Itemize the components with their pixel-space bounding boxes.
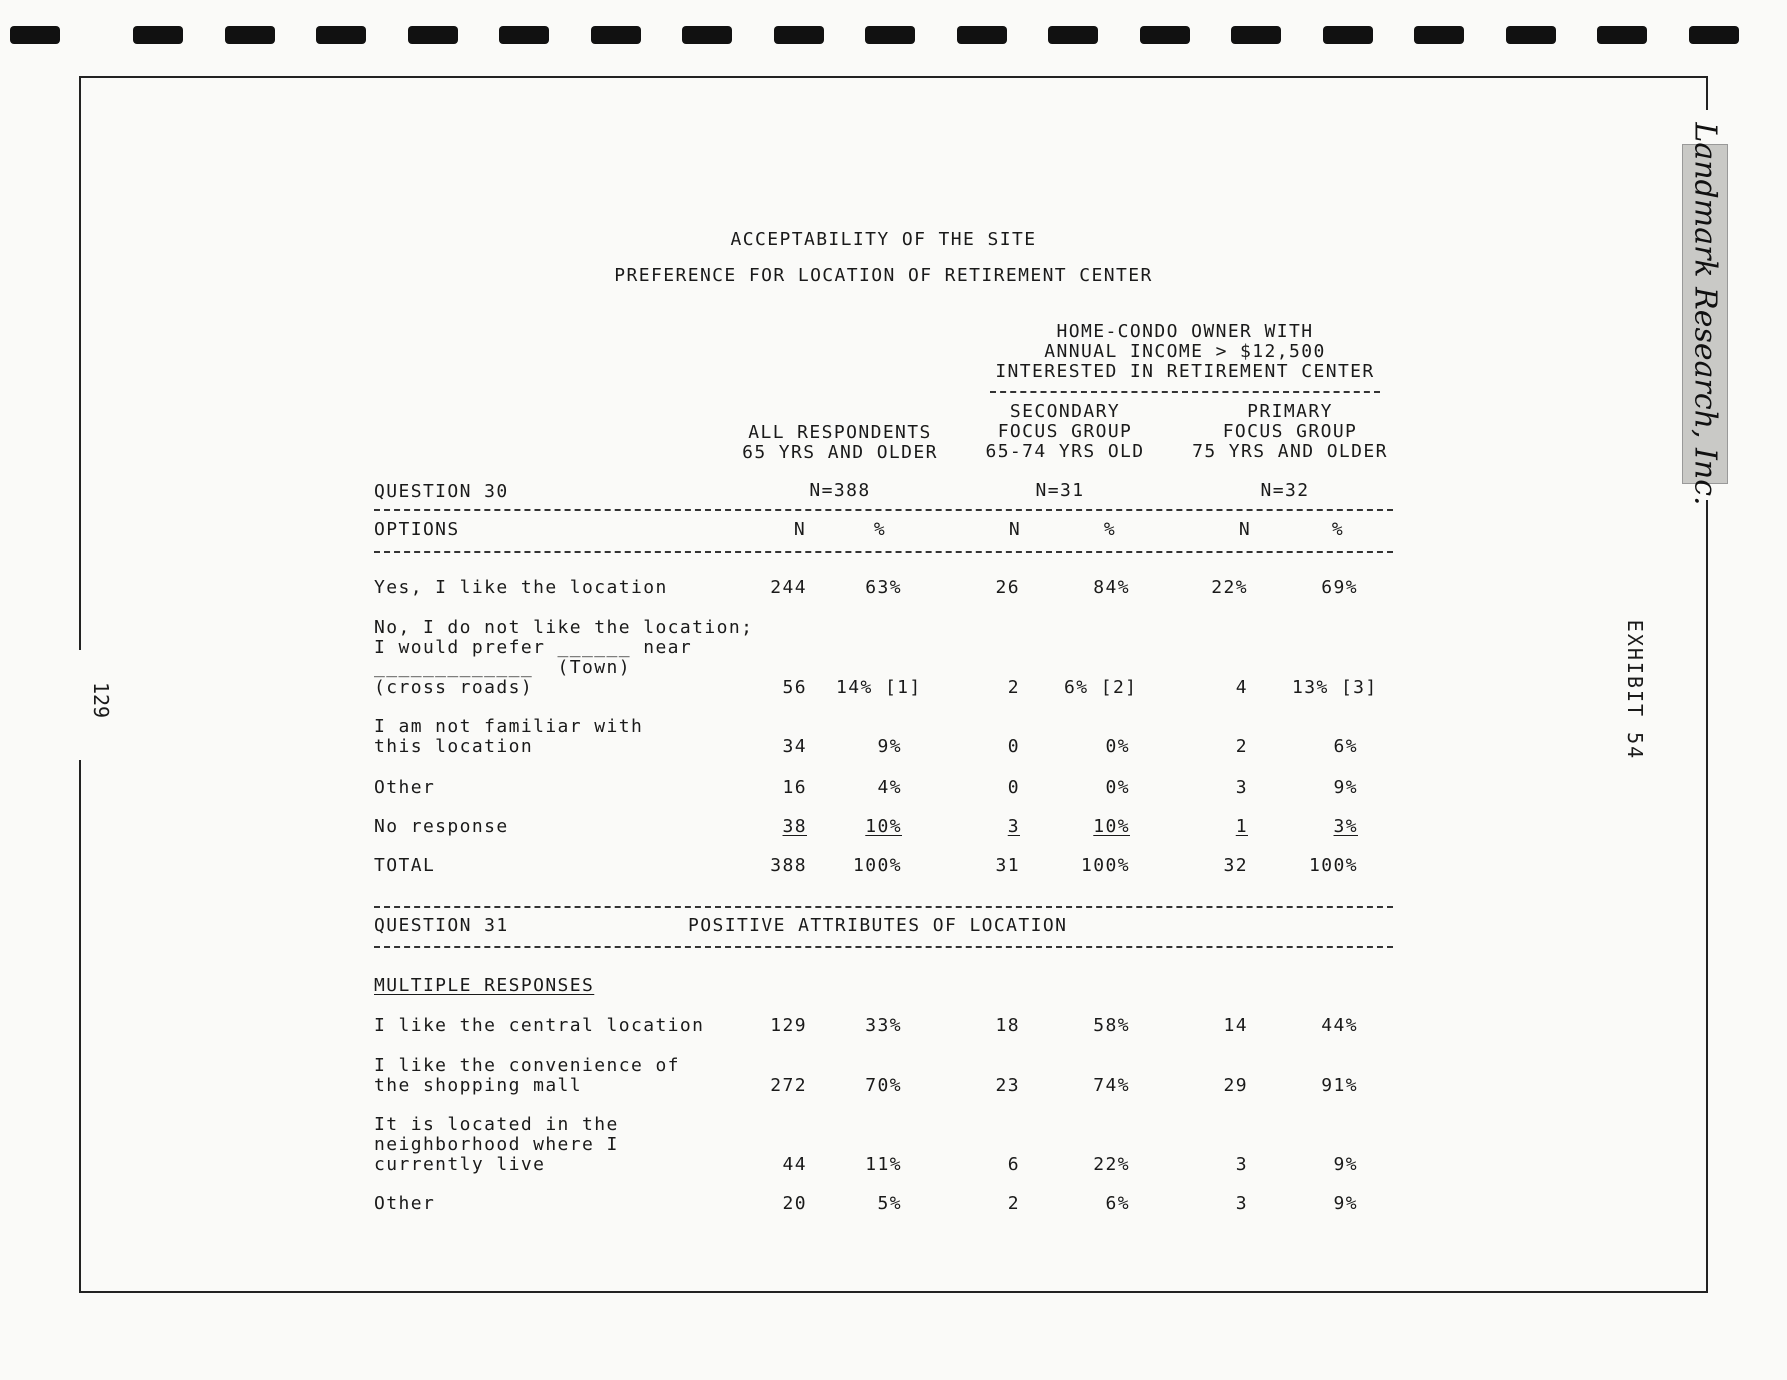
page-number-text: 129 (89, 681, 113, 719)
table-cell: 11% (865, 1154, 902, 1175)
perforation-hole (682, 26, 732, 44)
table-cell: 34 (782, 736, 807, 757)
group-header-rule (990, 391, 1380, 393)
table-cell: 4 (1235, 677, 1248, 698)
perforation-hole (10, 26, 60, 44)
row-label: Other (374, 1193, 436, 1214)
table-cell: 70% (865, 1075, 902, 1096)
table-cell: 5% (877, 1193, 902, 1214)
row-label: No response (374, 816, 509, 837)
table-rule (374, 946, 1393, 948)
perforation-hole (1597, 26, 1647, 44)
row-label: this location (374, 736, 534, 757)
table-cell: 56 (782, 677, 807, 698)
perforation-hole (316, 26, 366, 44)
col3-pct-label: % (1331, 519, 1345, 540)
perforation-hole (591, 26, 641, 44)
perforation-hole (774, 26, 824, 44)
row-label: _____________ (Town) (374, 657, 631, 678)
perforation-hole (865, 26, 915, 44)
exhibit-label (1620, 610, 1650, 770)
company-logo (1682, 122, 1728, 506)
perforation-hole (1231, 26, 1281, 44)
row-label: Yes, I like the location (374, 577, 668, 598)
table-cell: 3 (1235, 777, 1248, 798)
row-label: the shopping mall (374, 1075, 583, 1096)
table-cell: 10% (865, 816, 902, 837)
table-cell: 100% (853, 855, 902, 876)
perforation-hole (1689, 26, 1739, 44)
table-cell: 14 (1223, 1015, 1248, 1036)
table-cell: 44% (1321, 1015, 1358, 1036)
table-cell: 14% [1] (836, 677, 922, 698)
perforation-hole (225, 26, 275, 44)
perforation-hole (1414, 26, 1464, 44)
table-rule (374, 551, 1393, 553)
col1-n-total: N=388 (809, 480, 871, 501)
page-number (86, 670, 116, 730)
table-cell: 84% (1093, 577, 1130, 598)
col3-n-label: N (1238, 519, 1252, 540)
question-31-label: QUESTION 31 (374, 915, 509, 936)
perforation-hole (957, 26, 1007, 44)
col1-n-label: N (793, 519, 807, 540)
perforation-hole (1140, 26, 1190, 44)
table-cell: 29 (1223, 1075, 1248, 1096)
table-cell: 74% (1093, 1075, 1130, 1096)
table-cell: 2 (1235, 736, 1248, 757)
table-cell: 26 (995, 577, 1020, 598)
perforation-hole (1506, 26, 1556, 44)
col3-header-line-3: 75 YRS AND OLDER (1192, 441, 1388, 462)
perforation-hole (408, 26, 458, 44)
row-label: currently live (374, 1154, 546, 1175)
row-label: Other (374, 777, 436, 798)
table-cell: 22% (1211, 577, 1248, 598)
table-cell: 3 (1235, 1154, 1248, 1175)
table-cell: 44 (782, 1154, 807, 1175)
table-cell: 0 (1007, 736, 1020, 757)
table-cell: 0% (1105, 777, 1130, 798)
group-header-line-2: ANNUAL INCOME > $12,500 (1044, 341, 1326, 362)
col1-header-line-1: ALL RESPONDENTS (748, 422, 932, 443)
row-label: TOTAL (374, 855, 436, 876)
table-cell: 388 (770, 855, 807, 876)
table-cell: 6% (1333, 736, 1358, 757)
perforation-hole (1048, 26, 1098, 44)
table-cell: 33% (865, 1015, 902, 1036)
row-label: I am not familiar with (374, 716, 644, 737)
col1-pct-label: % (873, 519, 887, 540)
table-cell: 4% (877, 777, 902, 798)
perforation-hole (1323, 26, 1373, 44)
page-title: ACCEPTABILITY OF THE SITE (730, 229, 1037, 250)
perforation-hole (499, 26, 549, 44)
table-cell: 2 (1007, 677, 1020, 698)
group-header-line-1: HOME-CONDO OWNER WITH (1056, 321, 1314, 342)
table-cell: 58% (1093, 1015, 1130, 1036)
col2-pct-label: % (1103, 519, 1117, 540)
table-cell: 3% (1333, 816, 1358, 837)
col2-header-line-3: 65-74 YRS OLD (985, 441, 1145, 462)
group-header-line-3: INTERESTED IN RETIREMENT CENTER (995, 361, 1375, 382)
table-cell: 9% (1333, 1154, 1358, 1175)
table-cell: 32 (1223, 855, 1248, 876)
exhibit-text: EXHIBIT 54 (1623, 619, 1647, 761)
page-subtitle: PREFERENCE FOR LOCATION OF RETIREMENT CENTER (614, 265, 1153, 286)
table-cell: 6% (1105, 1193, 1130, 1214)
question-31-heading: POSITIVE ATTRIBUTES OF LOCATION (688, 915, 1068, 936)
table-cell: 1 (1235, 816, 1248, 837)
table-cell: 18 (995, 1015, 1020, 1036)
logo-text: Landmark Research, Inc. (1687, 122, 1723, 506)
question-30-label: QUESTION 30 (374, 481, 509, 502)
frame-gap-left (75, 650, 85, 760)
table-cell: 38 (782, 816, 807, 837)
row-label: I like the convenience of (374, 1055, 680, 1076)
col2-header-line-2: FOCUS GROUP (997, 421, 1133, 442)
table-cell: 6 (1007, 1154, 1020, 1175)
table-cell: 9% (1333, 1193, 1358, 1214)
table-cell: 3 (1235, 1193, 1248, 1214)
table-cell: 100% (1309, 855, 1358, 876)
table-cell: 20 (782, 1193, 807, 1214)
table-cell: 22% (1093, 1154, 1130, 1175)
multiple-responses-heading: MULTIPLE RESPONSES (374, 975, 595, 996)
table-rule (374, 509, 1393, 511)
options-label: OPTIONS (374, 519, 460, 540)
table-cell: 100% (1081, 855, 1130, 876)
table-cell: 0 (1007, 777, 1020, 798)
table-cell: 9% (877, 736, 902, 757)
col1-header-line-2: 65 YRS AND OLDER (742, 442, 938, 463)
col3-n-total: N=32 (1260, 480, 1310, 501)
table-cell: 16 (782, 777, 807, 798)
row-label: It is located in the (374, 1114, 619, 1135)
col2-n-label: N (1008, 519, 1022, 540)
table-cell: 10% (1093, 816, 1130, 837)
row-label: I like the central location (374, 1015, 705, 1036)
col3-header-line-2: FOCUS GROUP (1222, 421, 1358, 442)
table-cell: 244 (770, 577, 807, 598)
table-cell: 6% [2] (1064, 677, 1138, 698)
col3-header-line-1: PRIMARY (1247, 401, 1333, 422)
table-cell: 9% (1333, 777, 1358, 798)
table-rule (374, 906, 1393, 908)
table-cell: 31 (995, 855, 1020, 876)
table-cell: 23 (995, 1075, 1020, 1096)
table-cell: 0% (1105, 736, 1130, 757)
table-cell: 3 (1007, 816, 1020, 837)
table-cell: 129 (770, 1015, 807, 1036)
table-cell: 272 (770, 1075, 807, 1096)
row-label: I would prefer ______ near (374, 637, 693, 658)
col2-header-line-1: SECONDARY (1009, 401, 1121, 422)
perforation-hole (133, 26, 183, 44)
table-cell: 13% [3] (1292, 677, 1378, 698)
row-label: No, I do not like the location; (374, 617, 754, 638)
table-cell: 69% (1321, 577, 1358, 598)
row-label: neighborhood where I (374, 1134, 619, 1155)
table-cell: 63% (865, 577, 902, 598)
table-cell: 91% (1321, 1075, 1358, 1096)
row-label: (cross roads) (374, 677, 534, 698)
col2-n-total: N=31 (1035, 480, 1085, 501)
table-cell: 2 (1007, 1193, 1020, 1214)
